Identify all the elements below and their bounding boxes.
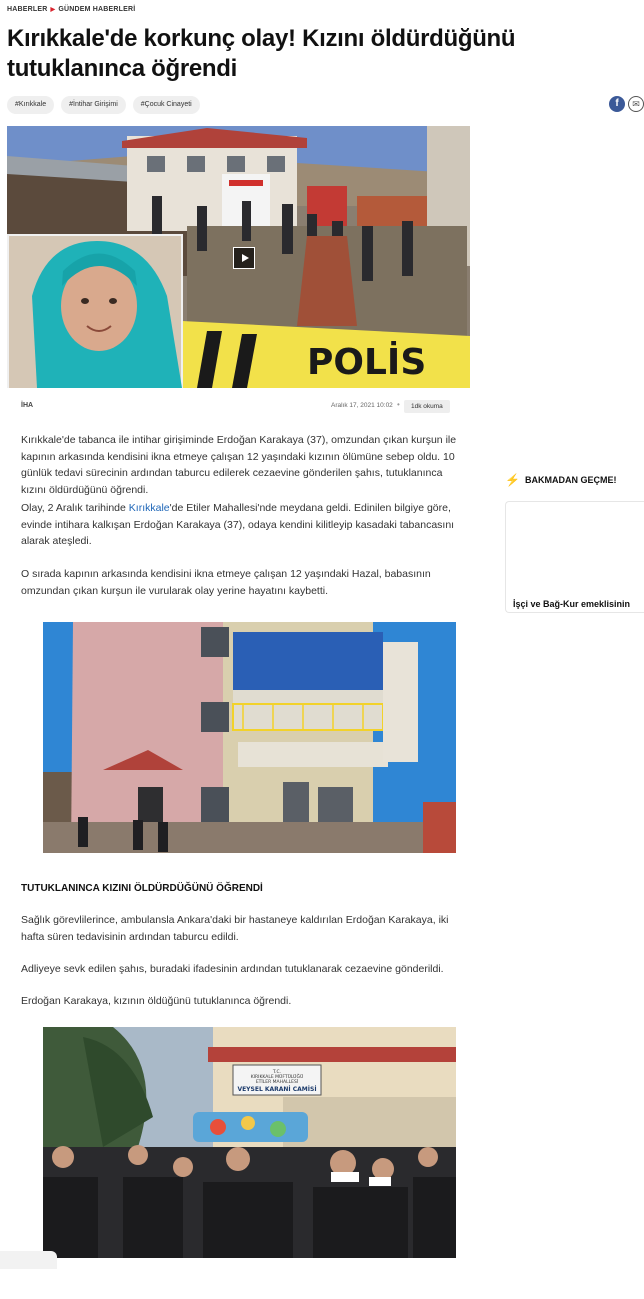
mosque-sign-line3: ETİLER MAHALLESİ [255,1080,299,1085]
share-bar [609,96,644,112]
mosque-sign-line1: T.C. [272,1070,282,1075]
sidebar-card-title[interactable]: İşçi ve Bağ-Kur emeklisinin [513,599,631,609]
article-subheading: TUTUKLANINCA KIZINI ÖLDÜRDÜĞÜNÜ ÖĞRENDİ [21,883,263,894]
paragraph-2-text-a: Olay, 2 Aralık tarihinde [21,502,129,514]
article-paragraph-1: Kırıkkale'de tabanca ile intihar girişiminde Erdoğan Karakaya (37), omzundan çıkan kurşun ile kapının arkasında kendisini ikna etmeye çalışan 12 yaşındaki kızının ölümüne sebep oldu. 10 günlük tedavi sürecinin ardından taburcu edilerek cezaevine gönderilen şahıs, tutuklanınca kızını öldürdüğünü öğrendi. [21,434,457,496]
mail-icon[interactable]: ✉ [628,96,644,112]
building-image [43,622,456,853]
breadcrumb-section[interactable]: GÜNDEM HABERLERİ [58,6,136,13]
article-date: Aralık 17, 2021 10:02 [331,402,393,409]
page-title: Kırıkkale'de korkunç olay! Kızını öldürdüğünü tutuklanınca öğrendi [7,25,516,82]
bottom-corner-tab[interactable] [0,1251,57,1269]
tag-list [7,96,200,114]
sidebar-card[interactable] [505,501,644,613]
article-paragraph-3: O sırada kapının arkasında kendisini ikna etmeye çalışan 12 yaşındaki Hazal, babasının omzundan çıkan kurşun ile vurularak olay yerine hayatını kaybetti. [21,568,431,597]
bolt-icon: ⚡ [505,473,520,487]
article-paragraph-2 [21,500,461,550]
tag-kirikkale[interactable]: #Kırıkkale [7,96,54,114]
tag-cocuk-cinayeti[interactable]: #Çocuk Cinayeti [133,96,200,114]
chevron-right-icon: ▶ [50,7,56,13]
breadcrumb [7,6,135,13]
mosque-sign-name: VEYSEL KARANİ CAMİSİ [237,1086,317,1093]
funeral-image [43,1027,456,1258]
mosque-sign-line2: KIRIKKALE MÜFTÜLÜĞÜ [250,1075,304,1080]
article-paragraph-6: Erdoğan Karakaya, kızının öldüğünü tutuklanınca öğrendi. [21,995,292,1007]
police-tape-text: POLİS [307,342,427,383]
article-paragraph-5: Adliyeye sevk edilen şahıs, buradaki ifadesinin ardından tutuklanarak cezaevine gönderildi. [21,963,444,975]
read-time-badge: 1dk okuma [404,400,450,413]
kirikkale-link[interactable]: Kırıkkale [128,502,170,514]
play-icon[interactable] [233,247,255,269]
sidebar-section-label: BAKMADAN GEÇME! [524,475,617,485]
sidebar-section-title [505,473,616,487]
hero-image[interactable] [7,126,470,388]
article-paragraph-4: Sağlık görevlilerince, ambulansla Ankara'daki bir hastaneye kaldırılan Erdoğan Karakaya, iki hafta süren tedavisinin ardından taburcu edildi. [21,914,449,943]
breadcrumb-root[interactable]: HABERLER [7,6,48,13]
facebook-icon[interactable]: f [609,96,625,112]
article-source: İHA [21,402,34,409]
meta-separator: • [397,400,400,409]
paragraph-2-text-b: 'de Etiler Mahallesi'nde meydana geldi. Edinilen bilgiye göre, evinde intihara kalkışan Erdoğan Karakaya (37), odaya kendini kilitleyip kasadaki tabancasını alarak ateşledi. [21,502,455,547]
tag-intihar-girisimi[interactable]: #İntihar Girişimi [61,96,126,114]
